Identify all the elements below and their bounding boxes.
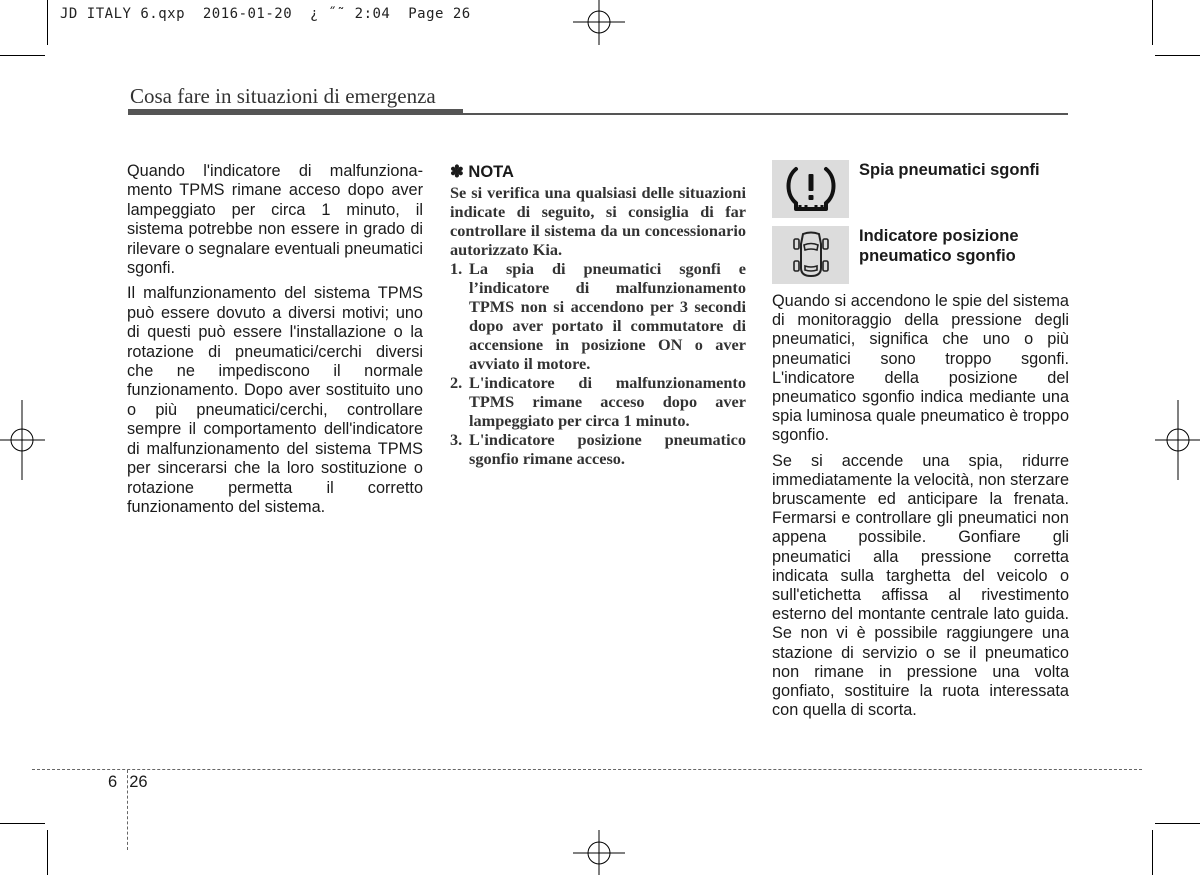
warning-label: Indicatore posizione pneumatico sgonfio bbox=[859, 227, 1019, 265]
nota-body bbox=[450, 183, 746, 468]
registration-mark-icon bbox=[573, 830, 625, 875]
crop-mark bbox=[1155, 55, 1200, 56]
nota-intro: Se si verifica una qualsiasi delle situazioni indicate di seguito, si consiglia di far controllare il sistema da un concessionario autorizzato Kia. bbox=[450, 183, 746, 259]
print-slug-header: JD ITALY 6.qxp 2016-01-20 ¿ ˝˜ 2:04 Page 26 bbox=[60, 6, 471, 22]
crop-mark bbox=[0, 55, 45, 56]
list-item bbox=[450, 430, 746, 468]
nota-title: ✽ NOTA bbox=[450, 163, 514, 181]
tire-position-car-icon bbox=[772, 226, 849, 284]
crop-mark bbox=[47, 0, 48, 45]
warning-low-tire bbox=[772, 160, 1069, 218]
list-item-text: L'indicatore posizione pneumatico sgonfio rimane acceso. bbox=[469, 430, 746, 468]
header-rule-thin bbox=[463, 113, 1068, 115]
paragraph: Quando l'indicatore di malfunziona-mento TPMS rimane acceso dopo aver lampeggiato per circa 1 minuto, il sistema potrebbe non essere in grado di rilevare o segnalare eventuali pneumatici sgonfi. bbox=[127, 162, 423, 278]
list-item bbox=[450, 259, 746, 373]
footer-divider bbox=[32, 769, 1142, 770]
paragraph: Il malfunzionamento del sistema TPMS può essere dovuto a diversi motivi; uno di questi può essere l'installazione o la rotazione di pneumatici/cerchi diversi che ne impediscono il normale funzionamento. Dopo aver sostituito uno o più pneumatici/cerchi, controllare sempre il comportamento dell'indicatore di malfunzionamento del sistema TPMS per sincerarsi che la loro sostituzione o rotazione permetta il corretto funzionamento del sistema. bbox=[127, 284, 423, 516]
column-right-text bbox=[772, 292, 1069, 720]
warning-tire-position bbox=[772, 226, 1069, 284]
paragraph: Quando si accendono le spie del sistema di monitoraggio della pressione degli pneumatici, significa che uno o più pneumatici sono troppo sgonfi. L'indicatore della posizione del pneumatico sgonfio indica mediante una spia luminosa quale pneumatico è troppo sgonfio. bbox=[772, 292, 1069, 445]
registration-mark-icon bbox=[573, 0, 625, 45]
list-item-number: 1. bbox=[450, 259, 463, 278]
column-left bbox=[127, 162, 423, 523]
header-rule-thick bbox=[128, 109, 463, 115]
column-right bbox=[772, 160, 1069, 726]
list-item-text: La spia di pneumatici sgonfi e l’indicatore di malfunzionamento TPMS non si accendono per 3 secondi dopo aver portato il commutatore di accensione in posizione ON o aver avviato il motore. bbox=[469, 259, 746, 373]
crop-mark bbox=[0, 823, 45, 824]
crop-mark bbox=[1152, 0, 1153, 45]
crop-mark bbox=[1155, 823, 1200, 824]
page-number-value: 26 bbox=[129, 773, 148, 791]
paragraph: Se si accende una spia, ridurre immediatamente la velocità, non sterzare bruscamente ed anticipare la frenata. Fermarsi e controllare gli pneumatici non appena possibile. Gonfiare gli pneumatici alla pressione corretta indicata sulla targhetta del veicolo o sull'etichetta affissa al rivestimento esterno del montante centrale lato guida. Se non vi è possibile raggiungere una stazione di servizio o se il pneumatico non rimane in pressione una volta gonfiato, sostituire la ruota interessata con quella di scorta. bbox=[772, 451, 1069, 720]
registration-mark-icon bbox=[0, 400, 45, 480]
crop-mark bbox=[47, 830, 48, 875]
tire-pressure-warning-icon bbox=[772, 160, 849, 218]
list-item bbox=[450, 373, 746, 430]
chapter-number: 6 bbox=[108, 773, 118, 791]
registration-mark-icon bbox=[1155, 400, 1200, 480]
nota-list bbox=[450, 259, 746, 468]
list-item-number: 2. bbox=[450, 373, 463, 392]
list-item-text: L'indicatore di malfunzionamento TPMS rimane acceso dopo aver lampeggiato per circa 1 minuto. bbox=[469, 373, 746, 430]
page-number bbox=[108, 773, 148, 792]
list-item-number: 3. bbox=[450, 430, 463, 449]
nota-box bbox=[450, 162, 746, 468]
section-title: Cosa fare in situazioni di emergenza bbox=[130, 84, 436, 108]
warning-label: Spia pneumatici sgonfi bbox=[859, 161, 1040, 179]
crop-mark bbox=[1152, 830, 1153, 875]
